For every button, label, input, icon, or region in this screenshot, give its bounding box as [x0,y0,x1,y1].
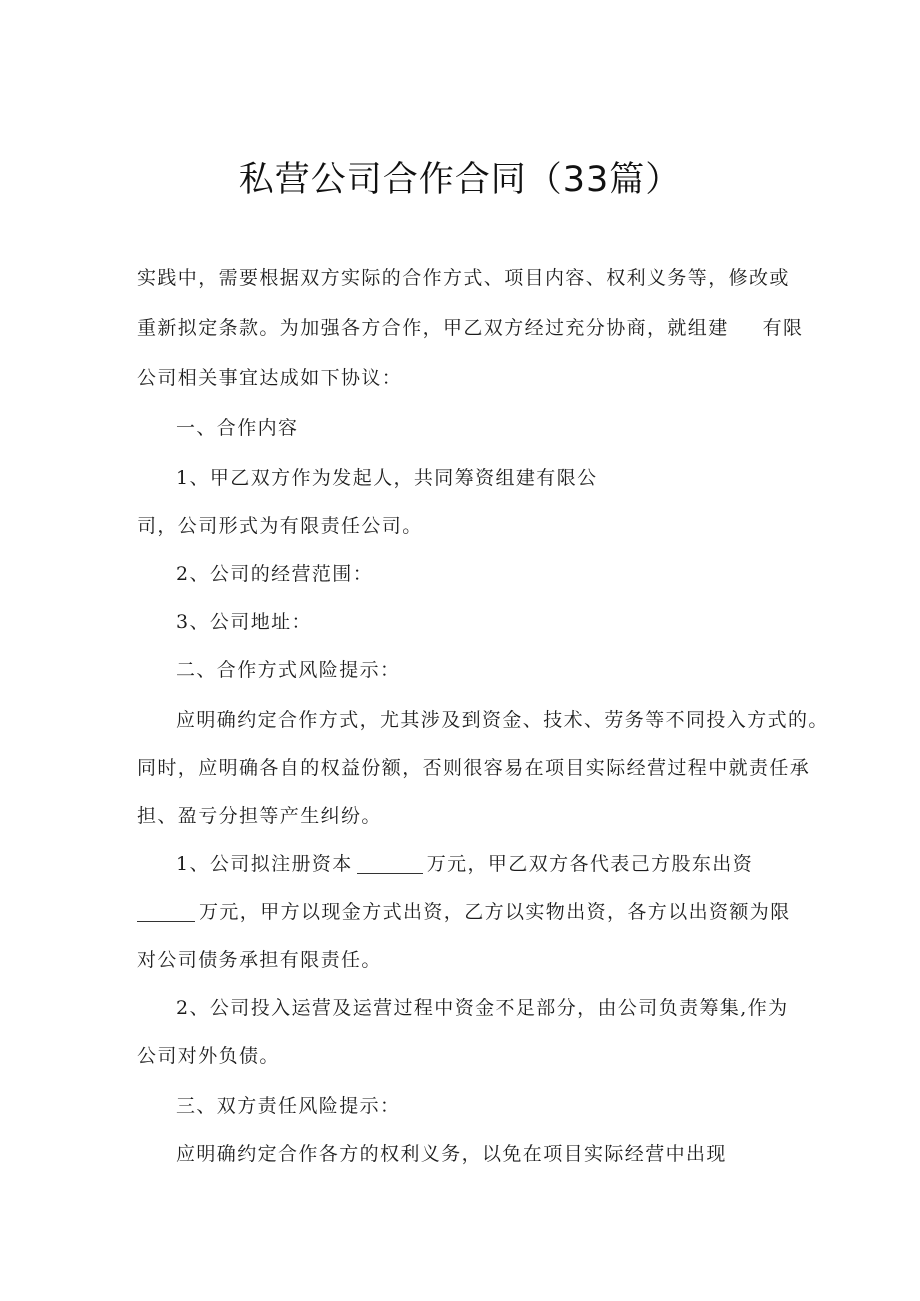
fill-in-blank [137,901,195,922]
paragraph-line: 实践中，需要根据双方实际的合作方式、项目内容、权利义务等，修改或 [137,267,790,289]
list-item: 2、公司的经营范围： [176,563,374,585]
paragraph-text: 万元，甲乙双方各代表己方股东出资 [426,853,754,875]
paragraph-line: 司，公司形式为有限责任公司。 [137,515,423,537]
fill-in-blank [357,853,423,874]
section-heading: 二、合作方式风险提示： [176,659,401,681]
paragraph-line: 2、公司投入运营及运营过程中资金不足部分，由公司负责筹集,作为 [176,997,789,1019]
paragraph-line [137,313,803,340]
paragraph-text: 重新拟定条款。为加强各方合作，甲乙双方经过充分协商，就组建 [137,317,729,339]
paragraph-text: 万元，甲方以现金方式出资，乙方以实物出资，各方以出资额为限 [199,901,791,923]
list-item: 3、公司地址： [176,611,312,633]
paragraph-line: 对公司债务承担有限责任。 [137,949,382,971]
paragraph-line: 公司对外负债。 [137,1045,280,1067]
document-title: 私营公司合作合同（33篇） [238,160,682,200]
paragraph-line: 应明确约定合作方式，尤其涉及到资金、技术、劳务等不同投入方式的。 [176,709,829,731]
paragraph-text: 1、公司拟注册资本 [176,853,353,875]
paragraph-line: 担、盈亏分担等产生纠纷。 [137,805,382,827]
paragraph-line [137,897,791,924]
section-heading: 一、合作内容 [176,417,299,439]
paragraph-line: 同时，应明确各自的权益份额，否则很容易在项目实际经营过程中就责任承 [137,757,811,779]
paragraph-line: 1、甲乙双方作为发起人，共同筹资组建有限公 [176,467,598,489]
paragraph-text: 有限 [762,317,804,339]
paragraph-line: 公司相关事宜达成如下协议： [137,367,403,389]
paragraph-line [176,849,753,876]
paragraph-line: 应明确约定合作各方的权利义务，以免在项目实际经营中出现 [176,1143,727,1165]
section-heading: 三、双方责任风险提示： [176,1095,401,1117]
